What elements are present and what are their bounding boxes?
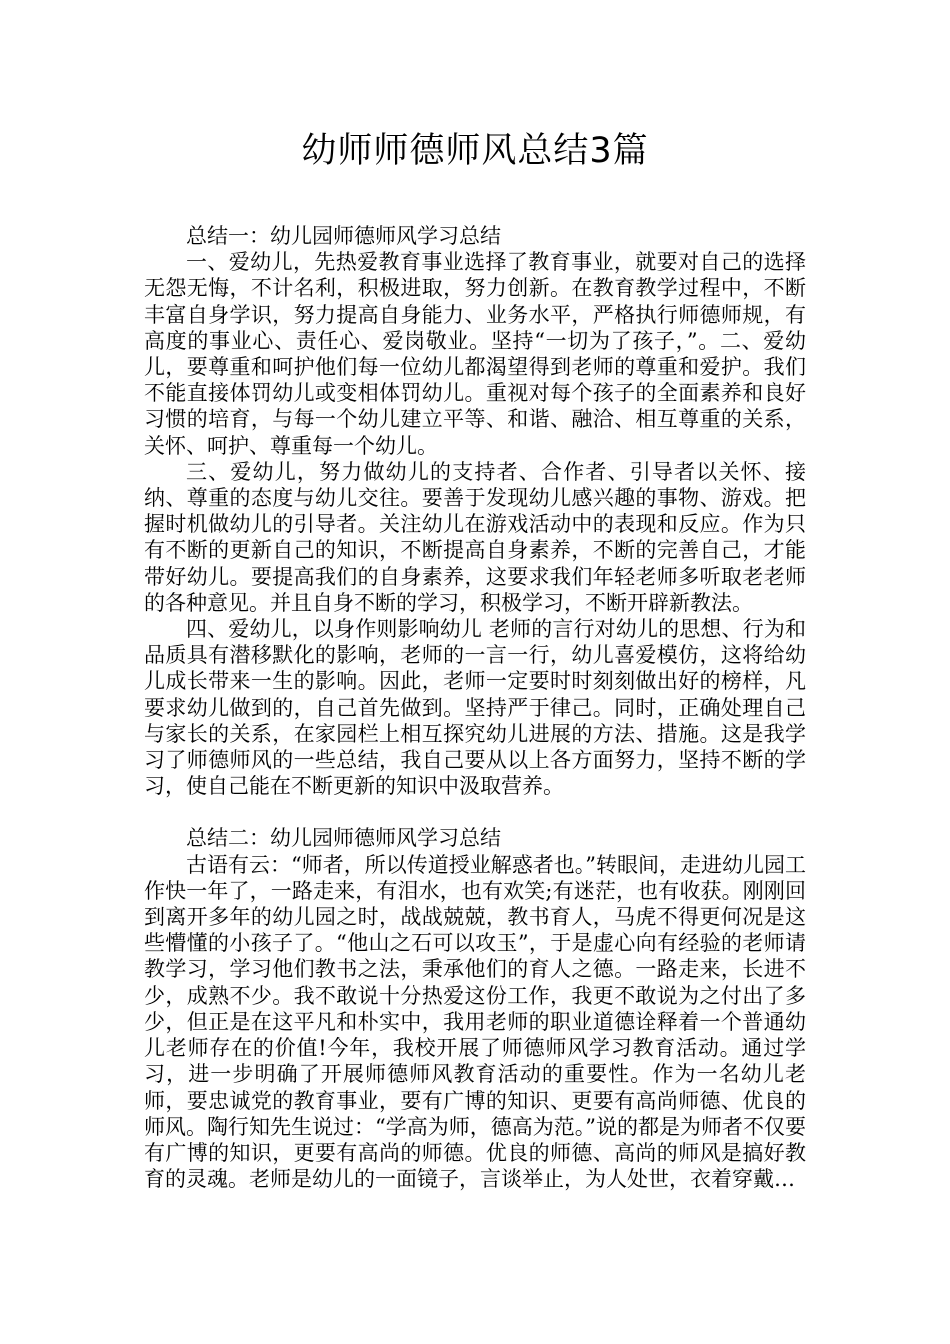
paragraph: 三、爱幼儿，努力做幼儿的支持者、合作者、引导者以关怀、接纳、尊重的态度与幼儿交往。要善于发现幼儿感兴趣的事物、游戏。把握时机做幼儿的引导者。关注幼儿在游戏活动中的表现和反应。作为只有不断的更新自己的知识，不断提高自身素养，不断的完善自己，才能带好幼儿。要提高我们的自身素养，这要求我们年轻老师多听取老老师的各种意见。并且自身不断的学习，积极学习，不断开辟新教法。 <box>144 459 806 615</box>
section-1 <box>144 223 806 799</box>
section-heading: 总结一：幼儿园师德师风学习总结 <box>186 224 501 248</box>
paragraph: 一、爱幼儿，先热爱教育事业选择了教育事业，就要对自己的选择无怨无悔，不计名利，积极进取，努力创新。在教育教学过程中，不断丰富自身学识，努力提高自身能力、业务水平，严格执行师德师规，有高度的事业心、责任心、爱岗敬业。坚持“一切为了孩子，”。二、爱幼儿，要尊重和呵护他们每一位幼儿都渴望得到老师的尊重和爱护。我们不能直接体罚幼儿或变相体罚幼儿。重视对每个孩子的全面素养和良好习惯的培育，与每一个幼儿建立平等、和谐、融洽、相互尊重的关系，关怀、呵护、尊重每一个幼儿。 <box>144 250 806 458</box>
section-heading: 总结二：幼儿园师德师风学习总结 <box>186 826 501 851</box>
section-spacer <box>144 799 806 825</box>
document-body <box>144 223 806 1192</box>
document-title: 幼师师德师风总结3篇 <box>301 131 649 171</box>
paragraph: 四、爱幼儿，以身作则影响幼儿 老师的言行对幼儿的思想、行为和品质具有潜移默化的影响，老师的一言一行，幼儿喜爱模仿，这将给幼儿成长带来一生的影响。因此，老师一定要时时刻刻做出好的榜样，凡要求幼儿做到的，自己首先做到。坚持严于律己。同时，正确处理自己与家长的关系，在家园栏上相互探究幼儿进展的方法、措施。这是我学习了师德师风的一些总结，我自己要从以上各方面努力，坚持不断的学习，使自己能在不断更新的知识中汲取营养。 <box>144 617 806 799</box>
paragraph: 古语有云：“师者，所以传道授业解惑者也。”转眼间，走进幼儿园工作快一年了，一路走来，有泪水，也有欢笑;有迷茫，也有收获。刚刚回到离开多年的幼儿园之时，战战兢兢，教书育人，马虎不得更何况是这些懵懂的小孩子了。“他山之石可以攻玉”，于是虚心向有经验的老师请教学习，学习他们教书之法，秉承他们的育人之德。一路走来，长进不少，成熟不少。我不敢说十分热爱这份工作，我更不敢说为之付出了多少，但正是在这平凡和朴实中，我用老师的职业道德诠释着一个普通幼儿老师存在的价值!今年，我校开展了师德师风学习教育活动。通过学习，进一步明确了开展师德师风教育活动的重要性。作为一名幼儿老师，要忠诚党的教育事业，要有广博的知识、更要有高尚师德、优良的师风。陶行知先生说过：“学高为师，德高为范。”说的都是为师者不仅要有广博的知识，更要有高尚的师德。优良的师德、高尚的师风是搞好教育的灵魂。老师是幼儿的一面镜子，言谈举止，为人处世，衣着穿戴… <box>144 852 806 1192</box>
section-2 <box>144 825 806 1192</box>
